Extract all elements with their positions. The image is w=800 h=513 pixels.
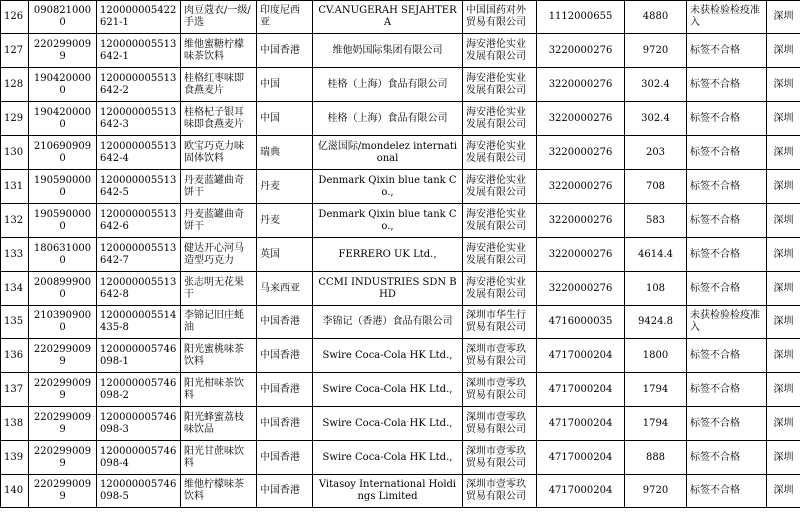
port-name-cell: 深圳 — [767, 204, 800, 238]
importer-name-cell: 海安港伦实业发展有限公司 — [463, 170, 537, 204]
table-row — [1, 441, 800, 475]
row-number-cell: 127 — [1, 34, 29, 68]
weight-value-cell: 1800 — [625, 339, 687, 373]
row-number-cell: 139 — [1, 441, 29, 475]
manufacturer-name-cell: Swire Coca-Cola HK Ltd., — [313, 339, 463, 373]
row-number-cell: 134 — [1, 272, 29, 306]
hs-code-cell: 1905900000 — [29, 204, 97, 238]
port-name-cell: 深圳 — [767, 238, 800, 272]
rejection-reason-cell: 标签不合格 — [687, 204, 767, 238]
reference-number-cell: 120000005746098-3 — [97, 407, 181, 441]
manufacturer-name-cell: CV.ANUGERAH SEJAHTERA — [313, 1, 463, 34]
table-row — [1, 272, 800, 306]
weight-value-cell: 9424.8 — [625, 306, 687, 339]
hs-code-cell: 1905900000 — [29, 170, 97, 204]
port-name-cell: 深圳 — [767, 1, 800, 34]
importer-code-cell: 4717000204 — [537, 407, 625, 441]
rejection-reason-cell: 未获检验检疫准入 — [687, 1, 767, 34]
importer-name-cell: 海安港伦实业发展有限公司 — [463, 204, 537, 238]
importer-code-cell: 3220000276 — [537, 170, 625, 204]
product-name-cell: 阳光蜂蜜荔枝味饮品 — [181, 407, 257, 441]
weight-value-cell: 302.4 — [625, 68, 687, 102]
row-number-cell: 138 — [1, 407, 29, 441]
hs-code-cell: 2202990099 — [29, 34, 97, 68]
importer-code-cell: 4717000204 — [537, 373, 625, 407]
table-row — [1, 407, 800, 441]
manufacturer-name-cell: Vitasoy International Holdings Limited — [313, 475, 463, 508]
importer-name-cell: 深圳市壹零玖贸易有限公司 — [463, 441, 537, 475]
port-name-cell: 深圳 — [767, 407, 800, 441]
table-row — [1, 238, 800, 272]
origin-country-cell: 英国 — [257, 238, 313, 272]
manufacturer-name-cell: FERRERO UK Ltd., — [313, 238, 463, 272]
importer-code-cell: 3220000276 — [537, 272, 625, 306]
port-name-cell: 深圳 — [767, 170, 800, 204]
table-row — [1, 68, 800, 102]
weight-value-cell: 203 — [625, 136, 687, 170]
reference-number-cell: 120000005513642-6 — [97, 204, 181, 238]
reference-number-cell: 120000005513642-8 — [97, 272, 181, 306]
hs-code-cell: 1904200000 — [29, 68, 97, 102]
manufacturer-name-cell: 维他奶国际集团有限公司 — [313, 34, 463, 68]
manufacturer-name-cell: 李锦记（香港）食品有限公司 — [313, 306, 463, 339]
hs-code-cell: 2202990099 — [29, 475, 97, 508]
origin-country-cell: 中国 — [257, 68, 313, 102]
rejection-reason-cell: 标签不合格 — [687, 102, 767, 136]
weight-value-cell: 708 — [625, 170, 687, 204]
importer-name-cell: 深圳市壹零玖贸易有限公司 — [463, 373, 537, 407]
table-row — [1, 475, 800, 508]
origin-country-cell: 中国香港 — [257, 306, 313, 339]
product-name-cell: 桂格红枣味即食燕麦片 — [181, 68, 257, 102]
weight-value-cell: 108 — [625, 272, 687, 306]
reference-number-cell: 120000005513642-5 — [97, 170, 181, 204]
hs-code-cell: 2202990099 — [29, 441, 97, 475]
port-name-cell: 深圳 — [767, 34, 800, 68]
importer-name-cell: 深圳市壹零玖贸易有限公司 — [463, 475, 537, 508]
product-name-cell: 阳光蜜桃味茶饮料 — [181, 339, 257, 373]
rejection-reason-cell: 标签不合格 — [687, 68, 767, 102]
product-name-cell: 健达开心河马造型巧克力 — [181, 238, 257, 272]
importer-name-cell: 中国国药对外贸易有限公司 — [463, 1, 537, 34]
importer-code-cell: 3220000276 — [537, 204, 625, 238]
weight-value-cell: 583 — [625, 204, 687, 238]
origin-country-cell: 瑞典 — [257, 136, 313, 170]
port-name-cell: 深圳 — [767, 306, 800, 339]
reference-number-cell: 120000005513642-4 — [97, 136, 181, 170]
table-row — [1, 170, 800, 204]
rejection-reason-cell: 标签不合格 — [687, 170, 767, 204]
reference-number-cell: 120000005513642-7 — [97, 238, 181, 272]
row-number-cell: 133 — [1, 238, 29, 272]
origin-country-cell: 丹麦 — [257, 170, 313, 204]
importer-name-cell: 海安港伦实业发展有限公司 — [463, 34, 537, 68]
row-number-cell: 126 — [1, 1, 29, 34]
importer-code-cell: 3220000276 — [537, 238, 625, 272]
hs-code-cell: 1806310000 — [29, 238, 97, 272]
port-name-cell: 深圳 — [767, 272, 800, 306]
weight-value-cell: 302.4 — [625, 102, 687, 136]
hs-code-cell: 2008999000 — [29, 272, 97, 306]
table-row — [1, 306, 800, 339]
reference-number-cell: 120000005746098-5 — [97, 475, 181, 508]
table-row — [1, 1, 800, 34]
origin-country-cell: 丹麦 — [257, 204, 313, 238]
port-name-cell: 深圳 — [767, 102, 800, 136]
product-name-cell: 欧宝巧克力味固体饮料 — [181, 136, 257, 170]
port-name-cell: 深圳 — [767, 441, 800, 475]
origin-country-cell: 中国香港 — [257, 407, 313, 441]
reference-number-cell: 120000005513642-2 — [97, 68, 181, 102]
manufacturer-name-cell: 亿滋国际/mondelez international — [313, 136, 463, 170]
origin-country-cell: 印度尼西亚 — [257, 1, 313, 34]
hs-code-cell: 2202990099 — [29, 407, 97, 441]
product-name-cell: 张志明无花果干 — [181, 272, 257, 306]
importer-code-cell: 4717000204 — [537, 441, 625, 475]
weight-value-cell: 888 — [625, 441, 687, 475]
rejection-reason-cell: 标签不合格 — [687, 136, 767, 170]
origin-country-cell: 马来西亚 — [257, 272, 313, 306]
importer-code-cell: 1112000655 — [537, 1, 625, 34]
importer-name-cell: 海安港伦实业发展有限公司 — [463, 272, 537, 306]
rejection-reason-cell: 标签不合格 — [687, 407, 767, 441]
importer-code-cell: 4717000204 — [537, 475, 625, 508]
rejection-reason-cell: 标签不合格 — [687, 238, 767, 272]
importer-name-cell: 深圳市壹零玖贸易有限公司 — [463, 407, 537, 441]
manufacturer-name-cell: Swire Coca-Cola HK Ltd., — [313, 441, 463, 475]
importer-code-cell: 3220000276 — [537, 68, 625, 102]
manufacturer-name-cell: Swire Coca-Cola HK Ltd., — [313, 373, 463, 407]
row-number-cell: 136 — [1, 339, 29, 373]
table-row — [1, 339, 800, 373]
row-number-cell: 131 — [1, 170, 29, 204]
hs-code-cell: 2202990099 — [29, 373, 97, 407]
reference-number-cell: 120000005746098-1 — [97, 339, 181, 373]
importer-name-cell: 海安港伦实业发展有限公司 — [463, 238, 537, 272]
reference-number-cell: 120000005746098-4 — [97, 441, 181, 475]
importer-code-cell: 4716000035 — [537, 306, 625, 339]
product-name-cell: 李锦记旧庄蚝油 — [181, 306, 257, 339]
importer-name-cell: 深圳市壹零玖贸易有限公司 — [463, 339, 537, 373]
rejection-reason-cell: 标签不合格 — [687, 441, 767, 475]
reference-number-cell: 120000005514435-8 — [97, 306, 181, 339]
table-row — [1, 136, 800, 170]
weight-value-cell: 9720 — [625, 475, 687, 508]
manufacturer-name-cell: Denmark Qixin blue tank Co., — [313, 170, 463, 204]
table-body — [1, 1, 800, 508]
hs-code-cell: 2106909090 — [29, 136, 97, 170]
port-name-cell: 深圳 — [767, 339, 800, 373]
rejection-reason-cell: 标签不合格 — [687, 272, 767, 306]
importer-name-cell: 海安港伦实业发展有限公司 — [463, 136, 537, 170]
importer-code-cell: 4717000204 — [537, 339, 625, 373]
table-row — [1, 102, 800, 136]
reference-number-cell: 120000005746098-2 — [97, 373, 181, 407]
origin-country-cell: 中国香港 — [257, 373, 313, 407]
hs-code-cell: 2202990099 — [29, 339, 97, 373]
row-number-cell: 128 — [1, 68, 29, 102]
product-name-cell: 桂格杞子银耳味即食燕麦片 — [181, 102, 257, 136]
reference-number-cell: 120000005513642-1 — [97, 34, 181, 68]
hs-code-cell: 1904200000 — [29, 102, 97, 136]
product-name-cell: 肉豆蔻衣/一级/手选 — [181, 1, 257, 34]
rejection-reason-cell: 标签不合格 — [687, 34, 767, 68]
importer-code-cell: 3220000276 — [537, 102, 625, 136]
origin-country-cell: 中国香港 — [257, 475, 313, 508]
origin-country-cell: 中国香港 — [257, 441, 313, 475]
importer-name-cell: 海安港伦实业发展有限公司 — [463, 102, 537, 136]
product-name-cell: 阳光甘蔗味饮料 — [181, 441, 257, 475]
manufacturer-name-cell: Swire Coca-Cola HK Ltd., — [313, 407, 463, 441]
importer-name-cell: 海安港伦实业发展有限公司 — [463, 68, 537, 102]
hs-code-cell: 2103909000 — [29, 306, 97, 339]
row-number-cell: 140 — [1, 475, 29, 508]
row-number-cell: 130 — [1, 136, 29, 170]
manufacturer-name-cell: 桂格（上海）食品有限公司 — [313, 68, 463, 102]
hs-code-cell: 0908210000 — [29, 1, 97, 34]
weight-value-cell: 1794 — [625, 407, 687, 441]
product-name-cell: 丹麦蓝罐曲奇饼干 — [181, 170, 257, 204]
port-name-cell: 深圳 — [767, 373, 800, 407]
weight-value-cell: 4880 — [625, 1, 687, 34]
row-number-cell: 137 — [1, 373, 29, 407]
row-number-cell: 132 — [1, 204, 29, 238]
row-number-cell: 135 — [1, 306, 29, 339]
weight-value-cell: 9720 — [625, 34, 687, 68]
port-name-cell: 深圳 — [767, 68, 800, 102]
table-row — [1, 204, 800, 238]
reference-number-cell: 120000005422621-1 — [97, 1, 181, 34]
rejection-reason-cell: 未获检验检疫准入 — [687, 306, 767, 339]
weight-value-cell: 4614.4 — [625, 238, 687, 272]
manufacturer-name-cell: Denmark Qixin blue tank Co., — [313, 204, 463, 238]
importer-code-cell: 3220000276 — [537, 34, 625, 68]
rejection-reason-cell: 标签不合格 — [687, 475, 767, 508]
row-number-cell: 129 — [1, 102, 29, 136]
importer-name-cell: 深圳市华生行贸易有限公司 — [463, 306, 537, 339]
port-name-cell: 深圳 — [767, 136, 800, 170]
rejection-reason-cell: 标签不合格 — [687, 339, 767, 373]
importer-code-cell: 3220000276 — [537, 136, 625, 170]
product-name-cell: 丹麦蓝罐曲奇饼干 — [181, 204, 257, 238]
product-name-cell: 维他蜜糖柠檬味茶饮料 — [181, 34, 257, 68]
manufacturer-name-cell: CCMI INDUSTRIES SDN BHD — [313, 272, 463, 306]
weight-value-cell: 1794 — [625, 373, 687, 407]
origin-country-cell: 中国 — [257, 102, 313, 136]
reference-number-cell: 120000005513642-3 — [97, 102, 181, 136]
product-name-cell: 维他柠檬味茶饮料 — [181, 475, 257, 508]
origin-country-cell: 中国香港 — [257, 34, 313, 68]
rejection-reason-cell: 标签不合格 — [687, 373, 767, 407]
manufacturer-name-cell: 桂格（上海）食品有限公司 — [313, 102, 463, 136]
product-name-cell: 阳光柑味茶饮料 — [181, 373, 257, 407]
table-row — [1, 34, 800, 68]
port-name-cell: 深圳 — [767, 475, 800, 508]
table-row — [1, 373, 800, 407]
origin-country-cell: 中国香港 — [257, 339, 313, 373]
